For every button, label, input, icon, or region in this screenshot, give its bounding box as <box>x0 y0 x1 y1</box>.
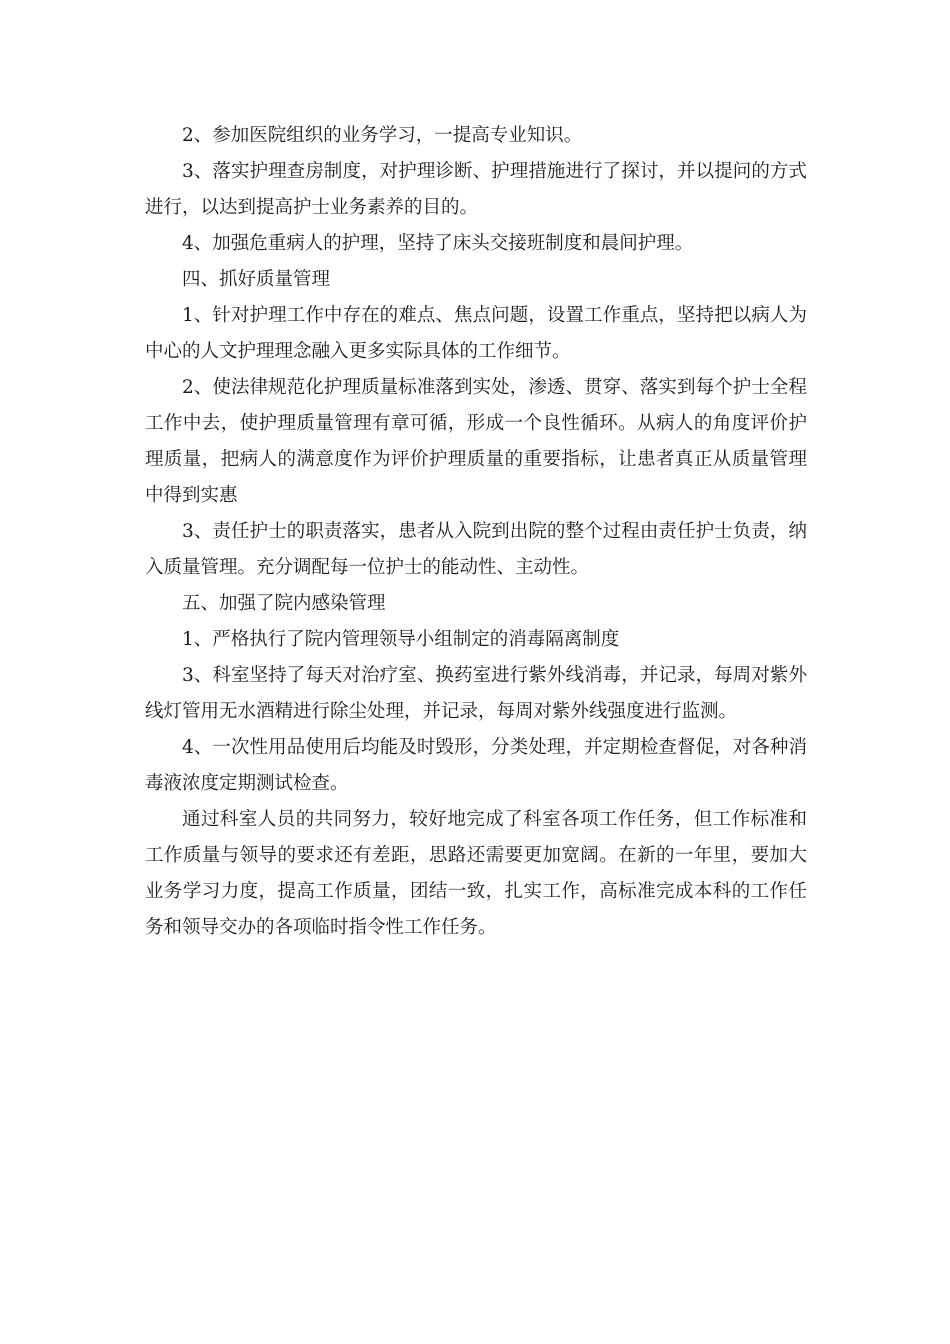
paragraph-nurse-responsibility: 3、责任护士的职责落实，患者从入院到出院的整个过程由责任护士负责，纳入质量管理。充分调配每一位护士的能动性、主动性。 <box>145 521 807 578</box>
paragraph-quality-focus: 1、针对护理工作中存在的难点、焦点问题，设置工作重点，坚持把以病人为中心的人文护理理念融入更多实际具体的工作细节。 <box>145 305 807 362</box>
paragraph-critical-care: 4、加强危重病人的护理，坚持了床头交接班制度和晨间护理。 <box>182 233 694 254</box>
paragraph-ward-rounds: 3、落实护理查房制度，对护理诊断、护理措施进行了探讨，并以提问的方式进行，以达到提高护士业务素养的目的。 <box>145 161 807 218</box>
paragraph-disposables: 4、一次性用品使用后均能及时毁形，分类处理，并定期检查督促，对各种消毒液浓度定期测试检查。 <box>145 737 807 794</box>
paragraph-study: 2、参加医院组织的业务学习，一提高专业知识。 <box>182 125 583 146</box>
document-body <box>145 118 807 946</box>
paragraph-uv-disinfection: 3、科室坚持了每天对治疗室、换药室进行紫外线消毒，并记录，每周对紫外线灯管用无水酒精进行除尘处理，并记录，每周对紫外线强度进行监测。 <box>145 665 807 722</box>
paragraph-isolation: 1、严格执行了院内管理领导小组制定的消毒隔离制度 <box>182 629 620 650</box>
paragraph-summary: 通过科室人员的共同努力，较好地完成了科室各项工作任务，但工作标准和工作质量与领导的要求还有差距，思路还需要更加宽阔。在新的一年里，要加大业务学习力度，提高工作质量，团结一致，扎实工作，高标准完成本科的工作任务和领导交办的各项临时指令性工作任务。 <box>145 809 807 938</box>
paragraph-quality-standards: 2、使法律规范化护理质量标准落到实处，渗透、贯穿、落实到每个护士全程工作中去，使护理质量管理有章可循，形成一个良性循环。从病人的角度评价护理质量，把病人的满意度作为评价护理质量的重要指标，让患者真正从质量管理中得到实惠 <box>145 377 807 506</box>
section-heading-infection: 五、加强了院内感染管理 <box>182 593 386 614</box>
section-heading-quality: 四、抓好质量管理 <box>182 269 331 290</box>
